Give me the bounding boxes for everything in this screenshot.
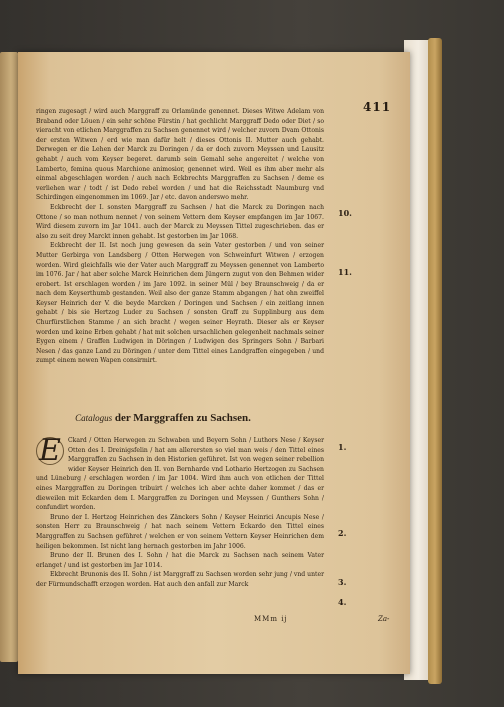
paragraph: Eckbrecht der I. sonsten Marggraff zu Sachsen / hat die Marck zu Doringen nach Ottone / so man nothum nennet / von seinem Vettern dem Keyser empfangen im Jar 1067. Wird diesem zuvorn im Jar 1041. auch der Marck zu Meyssen Tittel zugeschrieben. das er also zu seit drey Marckt innen gehabt. Ist gestorben im Jar 1068. [36,203,324,240]
margin-note: 4. [338,597,347,607]
entry: Ekbrecht Brunonis des II. Sohn / ist Marggraff zu Sachsen worden sehr jung / vnd unter der Fürmundschafft erzogen worden. Hat auch den anfall zur Marck [36,571,324,588]
heading-prefix: Catalogus [75,413,113,423]
paragraph: Eckbrecht der II. Ist noch jung gewesen da sein Vater gestorben / und von seiner Mutter Gerbirga von Landsberg / Otten Herwegen von Schweinfurt Witwen / erzogen worden. Wird gleichfalls wie der Vater auch Marggraff zu Meyssen genennet von Lamberto im 1076. Jar / hat aber solche Marck Heinrichen dem Jüngern zugut von den Behmen wider erobert. Ist erschlagen worden / im Jare 1092. in seiner Mül / bey Braunschweig / da er nach dem Keyserthumb gestanden. Weil also der ganze Stamm abgangen / hat ohn zweiffel Keyser Heinrich der V. die beyde Marcken / Doringen und Sachsen / ein zeitlang innen gehabt / bis sie Hertzog Luder zu Sachsen / sonsten Graff zu Supplinburg aus dem Churfürstlichen Stamme / an sich bracht / wegen seiner Heyrath. Dieser als er Keyser worden und keine Erben gehabt / hat mit solchen ursachlichen gelegenheit nachmals seiner Eygen einem / Graffen Ludwigen in Döringen / Ludwigen des Springers Sohn / Barbari Nesen / das ganze Land zu Döringen / unter dem Tittel eines Landgraffen eingegeben / und zumpt einem newen Wapen consirmirt. [36,242,324,365]
book-page [18,52,410,674]
left-page-edge [0,52,18,662]
entries-list [36,433,324,590]
entry [36,433,324,513]
catchword: Za- [378,615,390,623]
margin-note: 11. [338,267,352,277]
signature-mark: MMm ij [254,615,288,623]
section-heading [18,412,308,424]
page-number: 411 [363,100,392,114]
book-binding [428,38,442,684]
margin-note: 3. [338,577,347,587]
heading-main: der Marggraffen zu Sachsen. [114,412,251,424]
entry: Bruno der II. Brunen des I. Sohn / hat die Marck zu Sachsen nach seinem Vater erlanget / und ist gestorben im Jar 1014. [36,552,324,569]
body-text [36,107,324,366]
decorated-initial: E [36,437,64,465]
paragraph: ringen zugesagt / wird auch Marggraff zu Orlamünde genennet. Dieses Witwe Adelam von Braband oder Löuen / ein sehr schöne Fürstin / hat gechlicht Marggraff Dedo oder Diet / so vieracht von etlichen Marggraffen zu Sachsen genennet wird / welcher zuvorn Dvam Ottonis der ersten Witwen / erd wie man dafür helt / dieses Ottonis II. Mutter auch gehabt. Derwegen er die Lehen der Marck zu Doringen / da er doch zuvorn Meyssen und Lausitz gehabt / auch vom Keyser begeret. darumb sein Gemahl sehe angereitet / welche von Lamberto, femina quous Marchione animosior, genennet wird. Weil es ihm aber mehr als einmal abgeschlagen worden / auch nach Eckbrechts Marggraffen zu Sachsen / deme es verliehen war / todt / ist Dedo rebel worden / und hat die Reichsstadt Naumburg vnd Schirdingen eingenommen im 1069. Jar / etc. davon anderswo mehr. [36,108,324,202]
margin-note: 1. [338,442,347,452]
entry: Bruno der I. Hertzog Heinrichen des Zänckers Sohn / Keyser Heinrici Ancupis Nese / sonsten Herr zu Braunschweig / hat nach seinem Vettern Eckardo den Tittel eines Marggraffen zu Sachsen geführet / welchen er von seinem Vettern Keyser Heinrichen dem heiligen bekommen. Ist nicht lang hernach gestorben im Jahr 1006. [36,513,324,550]
entry-text: Ckard / Otten Herwegen zu Schwaben und Beyern Sohn / Luthors Nese / Keyser Otten des I. Dreinigsfelin / hat am allerersten so viel man weis / den Tittel eines Marggraffen zu Sachsen in den Historien geführet. Ist von wegen seiner rebellion wider Keyser Heinrich den II. von Bernharde vnd Lothario Hertzogen zu Sachsen und Lüneburg / erschlagen worden / im Jar 1004. Wird ihm auch von etlichen der Tittel eines Marggraffen zu Doringen tribuirt / welches ich aber achte daher kommet / das er dieweilen mit Eckarden dem I. Marggraffen zu Doringen und Meyssen / Gunthers Sohn / confundirt worden. [36,437,324,512]
margin-note: 2. [338,528,347,538]
margin-note: 10. [338,208,352,218]
